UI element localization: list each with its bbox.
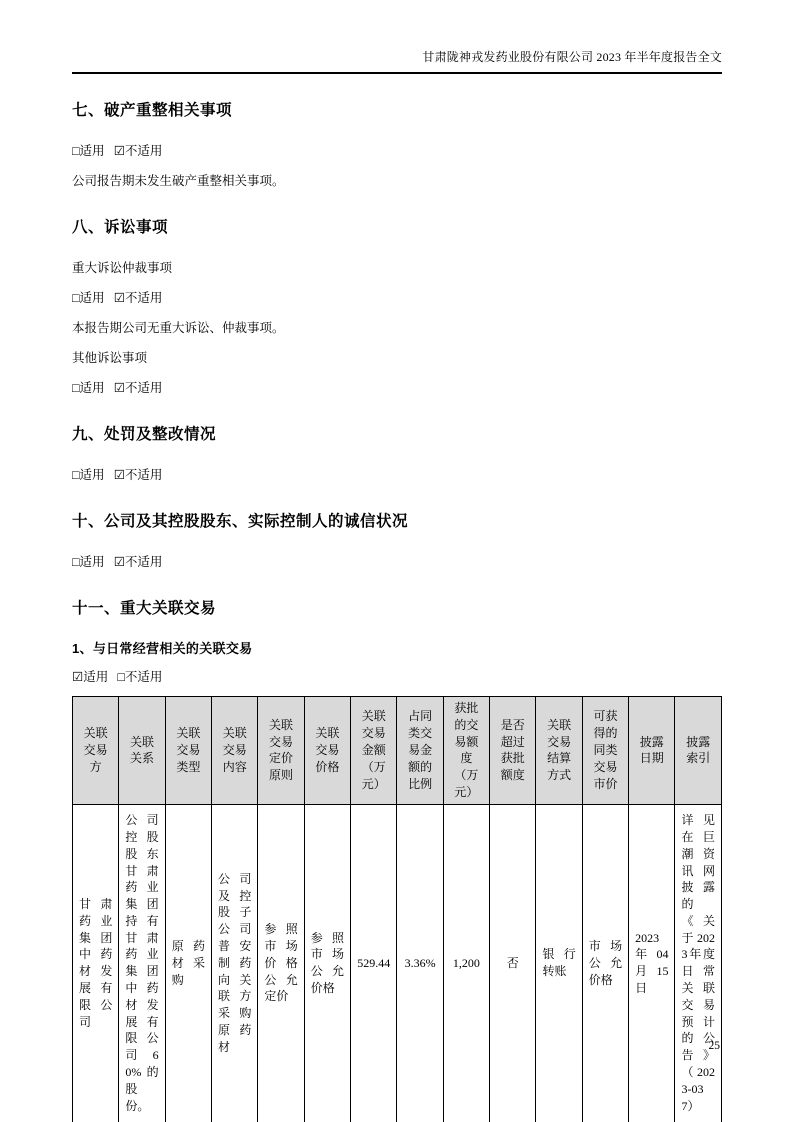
checkbox-applicable: □适用 [72, 381, 105, 395]
cell-counterparty: 甘肃药业集团中药材发展有限公司 [73, 804, 119, 1122]
cell-price: 参照市场公允价格 [304, 804, 350, 1122]
col-header-approved-limit: 获批的交易额度（万元） [443, 697, 489, 805]
running-header [72, 0, 722, 74]
checkbox-not-applicable: ☑不适用 [113, 468, 163, 482]
table-header-row [73, 697, 722, 805]
cell-settlement: 银行转账 [536, 804, 582, 1122]
col-header-exceeds-limit: 是否超过获批额度 [490, 697, 536, 805]
checkbox-applicable: □适用 [72, 291, 105, 305]
checkbox-not-applicable: ☑不适用 [113, 555, 163, 569]
cell-relationship: 公司控股股东甘肃药业集团持有甘肃药业集团中药材发展有限公司60%的股份。 [119, 804, 165, 1122]
checkbox-applicable: □适用 [72, 144, 105, 158]
page-content [72, 0, 722, 1122]
related-transactions-applicability-line [72, 667, 722, 687]
page-number: 25 [708, 1040, 720, 1052]
cell-market-price: 市场公允价格 [582, 804, 628, 1122]
litigation-other-applicability-line [72, 378, 722, 398]
col-header-price: 关联交易价格 [304, 697, 350, 805]
col-header-content: 关联交易内容 [212, 697, 258, 805]
bankruptcy-body: 公司报告期未发生破产重整相关事项。 [72, 174, 285, 188]
section-penalty-title: 九、处罚及整改情况 [72, 426, 217, 443]
checkbox-not-applicable: ☑不适用 [113, 381, 163, 395]
section-litigation-title: 八、诉讼事项 [72, 219, 169, 236]
cell-disclosure-date: 2023年04月15日 [629, 804, 675, 1122]
col-header-counterparty: 关联交易方 [73, 697, 119, 805]
penalty-applicability-line [72, 465, 722, 485]
checkbox-not-applicable: □不适用 [117, 670, 163, 684]
litigation-major-subtitle: 重大诉讼仲裁事项 [72, 261, 173, 275]
integrity-applicability-line [72, 552, 722, 572]
section-integrity-title: 十、公司及其控股股东、实际控制人的诚信状况 [72, 513, 409, 530]
cell-disclosure-index: 详见在巨潮资讯网披露的《关于2023年度日常关联交易预计的公告》（2023-037） [675, 804, 722, 1122]
col-header-proportion: 占同类交易金额的比例 [397, 697, 443, 805]
checkbox-not-applicable: ☑不适用 [113, 291, 163, 305]
daily-related-transactions-subtitle: 1、与日常经营相关的关联交易 [72, 641, 253, 656]
cell-exceeds-limit: 否 [490, 804, 536, 1122]
bankruptcy-applicability-line [72, 141, 722, 161]
cell-approved-limit: 1,200 [443, 804, 489, 1122]
cell-pricing-principle: 参照市场价格公允定价 [258, 804, 304, 1122]
litigation-major-body: 本报告期公司无重大诉讼、仲裁事项。 [72, 321, 285, 335]
related-transactions-table [72, 696, 722, 1122]
col-header-type: 关联交易类型 [165, 697, 211, 805]
section-bankruptcy-title: 七、破产重整相关事项 [72, 102, 233, 119]
col-header-market-price: 可获得的同类交易市价 [582, 697, 628, 805]
checkbox-applicable: □适用 [72, 468, 105, 482]
checkbox-not-applicable: ☑不适用 [113, 144, 163, 158]
section-related-transactions-title: 十一、重大关联交易 [72, 600, 217, 617]
checkbox-applicable: ☑适用 [72, 670, 109, 684]
running-header-text: 甘肃陇神戎发药业股份有限公司 2023 年半年度报告全文 [422, 50, 722, 64]
col-header-settlement: 关联交易结算方式 [536, 697, 582, 805]
table-row [73, 804, 722, 1122]
cell-proportion: 3.36% [397, 804, 443, 1122]
checkbox-applicable: □适用 [72, 555, 105, 569]
col-header-relationship: 关联关系 [119, 697, 165, 805]
cell-type: 原药材采购 [165, 804, 211, 1122]
col-header-amount: 关联交易金额（万元） [351, 697, 397, 805]
cell-content: 公司及控股子公司普安制药向关联方采购原药材 [212, 804, 258, 1122]
litigation-major-applicability-line [72, 288, 722, 308]
cell-amount: 529.44 [351, 804, 397, 1122]
litigation-other-subtitle: 其他诉讼事项 [72, 351, 148, 365]
col-header-disclosure-index: 披露索引 [675, 697, 722, 805]
col-header-disclosure-date: 披露日期 [629, 697, 675, 805]
col-header-pricing-principle: 关联交易定价原则 [258, 697, 304, 805]
